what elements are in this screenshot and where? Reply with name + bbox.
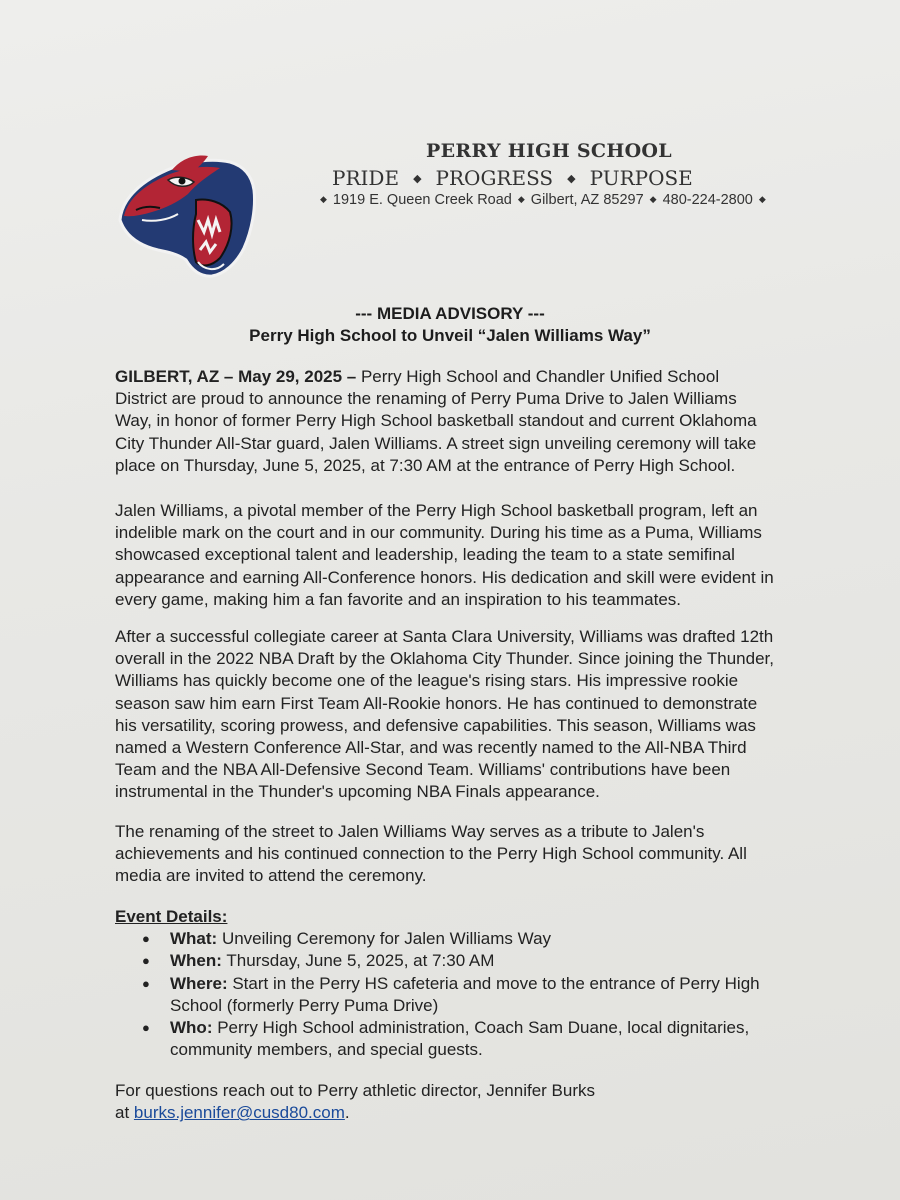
bullet-icon: ● (142, 931, 150, 947)
paragraph-line: City Thunder All-Star guard, Jalen Williams. A street sign unveiling ceremony will take (115, 433, 757, 453)
paragraph-line: achievements and his continued connection to the Perry High School community. All (115, 844, 747, 864)
paragraph-line (115, 366, 855, 388)
list-item (115, 973, 855, 1017)
diamond-separator-icon: ◆ (517, 194, 525, 204)
advisory-label: --- MEDIA ADVISORY --- (355, 304, 545, 323)
school-motto (332, 166, 693, 190)
list-item-line: community members, and special guests. (170, 1040, 483, 1060)
list-item-line (170, 928, 855, 950)
paragraph-line: his versatility, scoring prowess, and defensive capabilities. This season, Williams was (115, 715, 756, 735)
street-address: 1919 E. Queen Creek Road (332, 192, 512, 208)
diamond-separator-icon: ◆ (649, 194, 657, 204)
contact-line: For questions reach out to Perry athletic director, Jennifer Burks (115, 1081, 596, 1100)
paragraph-line: showcased exceptional talent and leadership, leading the team to a state semifinal (115, 545, 735, 565)
event-label: When: (170, 951, 222, 971)
paragraph-line: place on Thursday, June 5, 2025, at 7:30 AM at the entrance of Perry High School. (115, 455, 736, 475)
advisory-headline: Perry High School to Unveil “Jalen Williams Way” (249, 326, 651, 345)
paragraph-professional-career (115, 626, 855, 804)
list-item-line (170, 973, 855, 995)
paragraph-line: Jalen Williams, a pivotal member of the Perry High School basketball program, left an (115, 501, 758, 520)
puma-mascot-logo (112, 150, 257, 278)
contact-line (115, 1102, 855, 1124)
paragraph-line: Way, in honor of former Perry High School basketball standout and current Oklahoma (115, 411, 757, 431)
event-label: Where: (170, 973, 228, 993)
bullet-icon: ● (142, 975, 150, 991)
list-item-line: School (formerly Perry Puma Drive) (170, 995, 439, 1015)
dateline: GILBERT, AZ – May 29, 2025 – (115, 367, 357, 386)
paragraph-line: media are invited to attend the ceremony. (115, 866, 427, 886)
paragraph-line: The renaming of the street to Jalen Williams Way serves as a tribute to Jalen's (115, 822, 705, 841)
list-item (115, 928, 855, 950)
event-label: Who: (170, 1018, 213, 1038)
phone-number: 480-224-2800 (662, 192, 753, 208)
bullet-icon: ● (142, 1020, 150, 1036)
list-item-line (170, 950, 855, 972)
paragraph-line: instrumental in the Thunder's upcoming NBA Finals appearance. (115, 782, 600, 802)
event-details-list (115, 928, 855, 1061)
list-item (115, 950, 855, 972)
motto-word: PROGRESS (435, 166, 554, 190)
contact-prefix: at (115, 1103, 134, 1123)
email-link[interactable]: burks.jennifer@cusd80.com (133, 1103, 345, 1123)
paragraph-tribute (115, 821, 855, 888)
paragraph-announcement (115, 366, 855, 477)
city-state-zip: Gilbert, AZ 85297 (530, 192, 644, 208)
motto-word: PRIDE (332, 166, 400, 190)
paragraph-line: Williams has quickly become one of the league's rising stars. His impressive rookie (115, 671, 739, 691)
line-text: Perry High School and Chandler Unified School (356, 367, 720, 386)
bullet-icon: ● (142, 953, 150, 969)
paragraph-line: named a Western Conference All-Star, and was recently named to the All-NBA Third (115, 738, 747, 758)
list-item (115, 1017, 855, 1061)
event-details-title: Event Details: (115, 907, 228, 926)
event-value: Unveiling Ceremony for Jalen Williams Way (217, 929, 552, 949)
paragraph-line: indelible mark on the court and in our community. During his time as a Puma, Williams (115, 523, 762, 543)
paragraph-line: appearance and earning All-Conference honors. His dedication and skill were evident in (115, 567, 774, 587)
paragraph-high-school-career (115, 500, 855, 611)
event-value: Perry High School administration, Coach Sam Duane, local dignitaries, (212, 1018, 750, 1038)
motto-word: PURPOSE (589, 166, 693, 190)
diamond-separator-icon: ◆ (320, 194, 327, 204)
event-details (115, 906, 855, 1061)
list-item-line (170, 1017, 855, 1039)
paragraph-line: every game, making him a fan favorite and an inspiration to his teammates. (115, 589, 682, 609)
school-address (314, 192, 772, 208)
paragraph-line: overall in the 2022 NBA Draft by the Oklahoma City Thunder. Since joining the Thunder, (115, 649, 774, 669)
paragraph-line: District are proud to announce the renaming of Perry Puma Drive to Jalen Williams (115, 389, 737, 409)
paragraph-line: Team and the NBA All-Defensive Second Team. Williams' contributions have been (115, 760, 731, 780)
paragraph-line: season saw him earn First Team All-Rookie honors. He has continued to demonstrate (115, 693, 758, 713)
school-name: PERRY HIGH SCHOOL (426, 140, 672, 162)
paragraph-line: After a successful collegiate career at Santa Clara University, Williams was drafted 12th (115, 627, 774, 646)
event-value: Thursday, June 5, 2025, at 7:30 AM (221, 951, 495, 971)
contact-suffix: . (344, 1103, 350, 1123)
event-label: What: (170, 929, 218, 949)
diamond-separator-icon: ◆ (413, 172, 422, 185)
diamond-separator-icon: ◆ (567, 172, 576, 185)
event-value: Start in the Perry HS cafeteria and move to the entrance of Perry High (227, 973, 760, 993)
contact-info (115, 1080, 855, 1124)
diamond-separator-icon: ◆ (758, 194, 766, 204)
